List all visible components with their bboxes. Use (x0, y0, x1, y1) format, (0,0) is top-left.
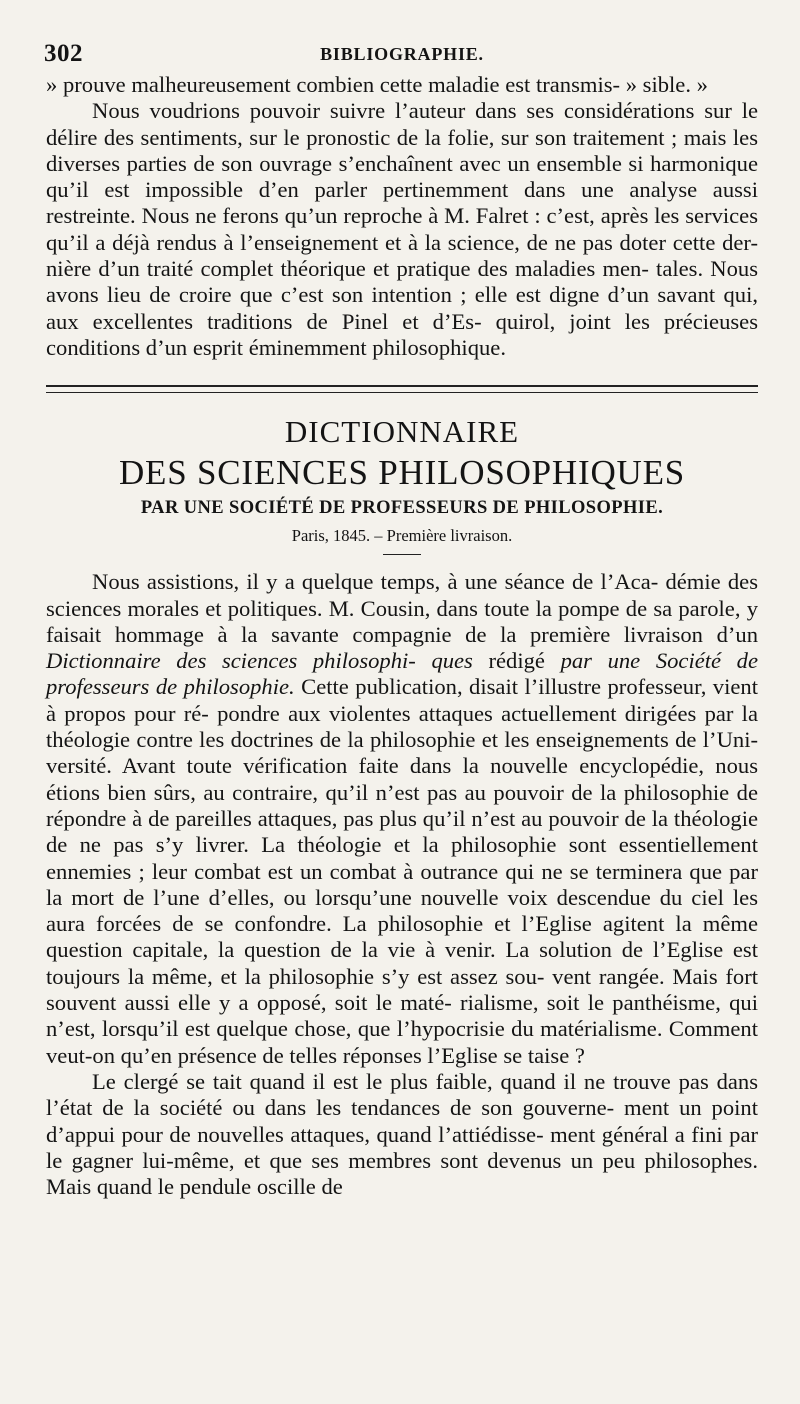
running-header (46, 38, 758, 72)
falret-review-paragraph: Nous voudrions pouvoir suivre l’auteur dans ses considérations sur le délire des sentiments, sur le pronostic de la folie, sur son traitement ; mais les diverses parties de son ouvrage s’enchaînent avec un ensemble si harmonique qu’il est impossible d’en parler pertinemment dans une analyse aussi restreinte. Nous ne ferons qu’un reproche à M. Falret : c’est, après les services qu’il a déjà rendus à l’enseignement et à la science, de ne pas doter cette der- nière d’un traité complet théorique et pratique des maladies men- tales. Nous avons lieu de croire que c’est son intention ; elle est digne d’un savant qui, aux excellentes traditions de Pinel et d’Es- quirol, joint les précieuses conditions d’un esprit éminemment philosophique. (46, 98, 758, 360)
cousin-paragraph (46, 569, 758, 1069)
document-page (46, 38, 758, 1200)
quote-ending-paragraph: » prouve malheureusement combien cette maladie est transmis- » sible. » (46, 72, 708, 97)
clergy-paragraph: Le clergé se tait quand il est le plus faible, quand il ne trouve pas dans l’état de la société ou dans les tendances de son gouverne- ment un point d’appui pour de nouvelles attaques, quand l’attiédisse- ment général a fini par le gagner lui-même, et que ses membres sont devenus un peu philosophes. Mais quand le pendule oscille de (46, 1068, 758, 1200)
article-title-line2: DES SCIENCES PHILOSOPHIQUES (118, 453, 686, 493)
article-heading (46, 415, 758, 555)
article-title-line1: DICTIONNAIRE (284, 414, 520, 450)
society-italic: par une Société de professeurs de philosophie. (46, 648, 759, 700)
section-divider (46, 385, 758, 393)
page-number: 302 (44, 40, 83, 67)
article-subtitle: PAR UNE SOCIÉTÉ DE PROFESSEURS DE PHILOSOPHIE. (140, 498, 664, 519)
cousin-text-part2: rédigé (472, 648, 561, 674)
running-title: BIBLIOGRAPHIE. (320, 44, 484, 64)
body-text-article (46, 569, 758, 1200)
cousin-text-part3: Cette publication, disait l’illustre professeur, vient à propos pour ré- pondre aux violentes attaques actuellement dirigées par la théologie contre les doctrines de la philosophie et les enseignements de l’Uni- versité. Avant toute vérification faite dans la nouvelle encyclopédie, nous étions bien sûrs, au contraire, qu’il n’est pas au pouvoir de la philosophie de répondre à de pareilles attaques, pas plus qu’il n’est au pouvoir de la théologie de ne pas s’y livrer. La théologie et la philosophie sont essentiellement ennemies ; leur combat est un combat à outrance qui ne se terminera que par la mort de l’une d’elles, ou lorsqu’une nouvelle voix descendue du ciel les aura forcées de se confondre. La philosophie et l’Eglise agitent la même question capitale, la question de la vie à venir. La solution de l’Eglise est toujours la même, et la philosophie s’y est assez sou- vent rangée. Mais fort souvent aussi elle y a opposé, soit le maté- rialisme, soit le panthéisme, qui n’est, lorsqu’il est quelque chose, que l’hypocrisie du matérialisme. Comment veut-on qu’en présence de telles réponses l’Eglise se taise ? (46, 674, 758, 1068)
body-text-top (46, 72, 758, 361)
cousin-text-part1: Nous assistions, il y a quelque temps, à une séance de l’Aca- démie des sciences morales et politiques. M. Cousin, dans toute la pompe de sa parole, y faisait hommage à la savante compagnie de la première livraison d’un (46, 569, 758, 647)
short-divider (383, 554, 421, 555)
publication-info: Paris, 1845. – Première livraison. (291, 526, 513, 546)
dictionary-title-italic: Dictionnaire des sciences philosophi- ques (46, 648, 473, 674)
